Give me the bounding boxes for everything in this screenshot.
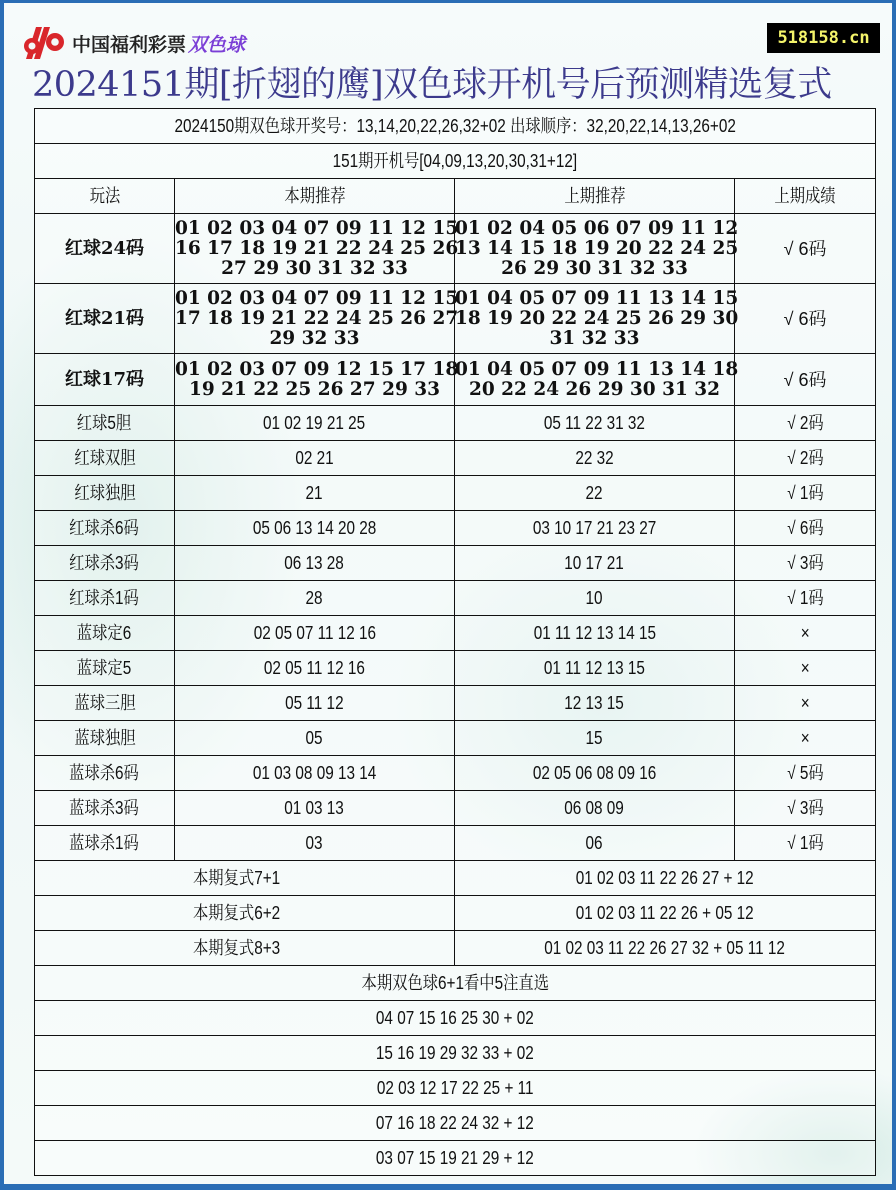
pick-row: [35, 1036, 876, 1071]
current-numbers: 01 03 13: [175, 791, 455, 826]
pick-row: [35, 1141, 876, 1176]
table-row: [35, 406, 876, 441]
table-row: [35, 214, 876, 284]
pick-row: [35, 1071, 876, 1106]
previous-numbers: 03 10 17 21 23 27: [455, 511, 735, 546]
previous-numbers: 01 04 05 07 09 11 13 14 18 20 22 24 26 29 30 31 32: [455, 354, 735, 406]
row-label: 红球5胆: [35, 406, 175, 441]
last-draw-info: 2024150期双色球开奖号：13,14,20,22,26,32+02 出球顺序：32,20,22,14,13,26+02: [35, 109, 876, 144]
fushi-label: 本期复式8+3: [35, 931, 455, 966]
result-value: √ 5码: [735, 756, 876, 791]
result-miss-icon: ×: [735, 721, 876, 756]
row-label: 蓝球定5: [35, 651, 175, 686]
row-label: 红球17码: [35, 354, 175, 406]
result-value: √ 1码: [735, 581, 876, 616]
fushi-label: 本期复式6+2: [35, 896, 455, 931]
current-numbers: 05 06 13 14 20 28: [175, 511, 455, 546]
previous-numbers: 01 11 12 13 15: [455, 651, 735, 686]
previous-numbers: 01 04 05 07 09 11 13 14 15 18 19 20 22 24 25 26 29 30 31 32 33: [455, 284, 735, 354]
table-row: [35, 284, 876, 354]
previous-numbers: 15: [455, 721, 735, 756]
fushi-label: 本期复式7+1: [35, 861, 455, 896]
current-numbers: 01 03 08 09 13 14: [175, 756, 455, 791]
picks-title: 本期双色球6+1看中5注直选: [35, 966, 876, 1001]
current-numbers: 06 13 28: [175, 546, 455, 581]
welfare-lottery-logo-icon: [22, 25, 66, 61]
pick-row: [35, 1106, 876, 1141]
table-row: [35, 476, 876, 511]
row-label: 蓝球定6: [35, 616, 175, 651]
current-numbers: 01 02 19 21 25: [175, 406, 455, 441]
machine-numbers-info: 151期开机号[04,09,13,20,30,31+12]: [35, 144, 876, 179]
logo-text: 中国福利彩票: [72, 33, 187, 56]
header-previous-result: 上期成绩: [735, 179, 876, 214]
result-value: √ 6码: [735, 214, 876, 284]
current-numbers: 05: [175, 721, 455, 756]
pick-row: [35, 1001, 876, 1036]
table-row: [35, 616, 876, 651]
result-value: √ 6码: [735, 511, 876, 546]
previous-numbers: 06 08 09: [455, 791, 735, 826]
machine-numbers-row: [35, 144, 876, 179]
result-miss-icon: ×: [735, 651, 876, 686]
current-numbers: 02 05 11 12 16: [175, 651, 455, 686]
site-badge[interactable]: 518158.cn: [767, 23, 880, 53]
pick-numbers: 15 16 19 29 32 33 + 02: [35, 1036, 876, 1071]
current-numbers: 02 05 07 11 12 16: [175, 616, 455, 651]
table-row: [35, 511, 876, 546]
pick-numbers: 07 16 18 22 24 32 + 12: [35, 1106, 876, 1141]
fushi-row: [35, 861, 876, 896]
previous-numbers: 01 02 04 05 06 07 09 11 12 13 14 15 18 19 20 22 24 25 26 29 30 31 32 33: [455, 214, 735, 284]
previous-numbers: 05 11 22 31 32: [455, 406, 735, 441]
prediction-table: [34, 108, 876, 1176]
current-numbers: 21: [175, 476, 455, 511]
result-miss-icon: ×: [735, 686, 876, 721]
header-previous-pick: 上期推荐: [455, 179, 735, 214]
table-row: [35, 826, 876, 861]
fushi-numbers: 01 02 03 11 22 26 27 + 12: [455, 861, 876, 896]
picks-title-row: [35, 966, 876, 1001]
header-play-type: 玩法: [35, 179, 175, 214]
table-row: [35, 546, 876, 581]
previous-numbers: 10 17 21: [455, 546, 735, 581]
row-label: 蓝球杀1码: [35, 826, 175, 861]
previous-numbers: 10: [455, 581, 735, 616]
result-value: √ 2码: [735, 441, 876, 476]
row-label: 红球独胆: [35, 476, 175, 511]
fushi-numbers: 01 02 03 11 22 26 27 32 + 05 11 12: [455, 931, 876, 966]
fushi-numbers: 01 02 03 11 22 26 + 05 12: [455, 896, 876, 931]
result-value: √ 6码: [735, 284, 876, 354]
table-row: [35, 756, 876, 791]
table-row: [35, 581, 876, 616]
fushi-row: [35, 931, 876, 966]
current-numbers: 01 02 03 04 07 09 11 12 15 17 18 19 21 22 24 25 26 27 29 32 33: [175, 284, 455, 354]
pick-numbers: 03 07 15 19 21 29 + 12: [35, 1141, 876, 1176]
current-numbers: 03: [175, 826, 455, 861]
result-value: √ 2码: [735, 406, 876, 441]
row-label: 红球21码: [35, 284, 175, 354]
pick-numbers: 04 07 15 16 25 30 + 02: [35, 1001, 876, 1036]
result-value: √ 1码: [735, 476, 876, 511]
lottery-logo: [22, 25, 245, 61]
row-label: 红球杀3码: [35, 546, 175, 581]
result-value: √ 6码: [735, 354, 876, 406]
pick-numbers: 02 03 12 17 22 25 + 11: [35, 1071, 876, 1106]
table-header-row: [35, 179, 876, 214]
table-row: [35, 791, 876, 826]
previous-numbers: 01 11 12 13 14 15: [455, 616, 735, 651]
logo-ssq-text: 双色球: [188, 33, 246, 56]
result-value: √ 3码: [735, 791, 876, 826]
page-title: 2024151期[折翅的鹰]双色球开机号后预测精选复式: [32, 65, 832, 105]
table-row: [35, 651, 876, 686]
current-numbers: 01 02 03 07 09 12 15 17 18 19 21 22 25 26 27 29 33: [175, 354, 455, 406]
table-row: [35, 686, 876, 721]
fushi-row: [35, 896, 876, 931]
row-label: 红球杀6码: [35, 511, 175, 546]
row-label: 红球杀1码: [35, 581, 175, 616]
row-label: 红球24码: [35, 214, 175, 284]
result-value: √ 3码: [735, 546, 876, 581]
previous-numbers: 12 13 15: [455, 686, 735, 721]
row-label: 蓝球三胆: [35, 686, 175, 721]
previous-numbers: 06: [455, 826, 735, 861]
previous-numbers: 22: [455, 476, 735, 511]
current-numbers: 01 02 03 04 07 09 11 12 15 16 17 18 19 21 22 24 25 26 27 29 30 31 32 33: [175, 214, 455, 284]
table-row: [35, 441, 876, 476]
row-label: 蓝球独胆: [35, 721, 175, 756]
previous-numbers: 02 05 06 08 09 16: [455, 756, 735, 791]
table-row: [35, 721, 876, 756]
current-numbers: 05 11 12: [175, 686, 455, 721]
current-numbers: 28: [175, 581, 455, 616]
last-draw-row: [35, 109, 876, 144]
table-row: [35, 354, 876, 406]
result-value: √ 1码: [735, 826, 876, 861]
current-numbers: 02 21: [175, 441, 455, 476]
row-label: 蓝球杀6码: [35, 756, 175, 791]
previous-numbers: 22 32: [455, 441, 735, 476]
row-label: 蓝球杀3码: [35, 791, 175, 826]
result-miss-icon: ×: [735, 616, 876, 651]
row-label: 红球双胆: [35, 441, 175, 476]
header-current-pick: 本期推荐: [175, 179, 455, 214]
